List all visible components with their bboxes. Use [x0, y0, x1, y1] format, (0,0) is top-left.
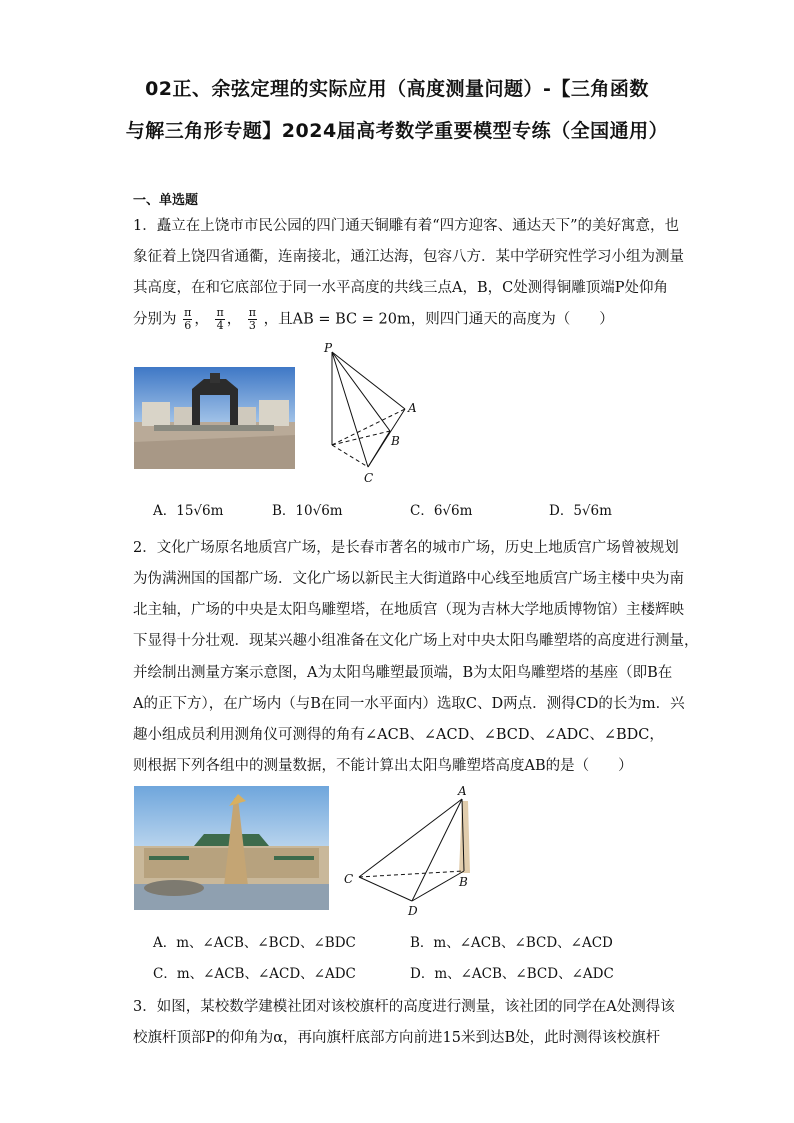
q2-option-a: A．m、∠ACB、∠BCD、∠BDC	[153, 935, 356, 951]
q1-option-b: B．10√6m	[272, 503, 343, 519]
q2-line4: 下显得十分壮观．现某兴趣小组准备在文化广场上对中央太阳鸟雕塑塔的高度进行测量，	[133, 633, 699, 649]
q1-pyramid-figure	[318, 340, 428, 492]
frac1-num: π	[184, 306, 192, 319]
q2-line5: 并绘制出测量方案示意图，A为太阳鸟雕塑最顶端，B为太阳鸟雕塑塔的基座（即B在	[133, 665, 673, 681]
q2-line8: 则根据下列各组中的测量数据，不能计算出太阳鸟雕塑塔高度AB的是（ ）	[133, 758, 633, 774]
label-A: A	[408, 401, 417, 415]
q2-line7: 趣小组成员利用测角仪可测得的角有∠ACB、∠ACD、∠BCD、∠ADC、∠BDC，	[133, 727, 664, 743]
q2-line1: 2．文化广场原名地质宫广场，是长春市著名的城市广场，历史上地质宫广场曾被规划	[133, 540, 679, 556]
label-A2: A	[458, 784, 467, 798]
q1-option-a: A．15√6m	[153, 503, 224, 519]
section-heading: 一、单选题	[133, 193, 199, 208]
q3-line1: 3．如图，某校数学建模社团对该校旗杆的高度进行测量，该社团的同学在A处测得该	[133, 999, 675, 1015]
frac3-num: π	[248, 306, 257, 319]
fraction-pi-6	[183, 307, 192, 332]
q2-line2: 为伪满洲国的国都广场．文化广场以新民主大街道路中心线至地质宫广场主楼中央为南	[133, 571, 684, 587]
monument-photo-art	[134, 367, 295, 469]
q1-line4-suffix: ，且AB = BC = 20m，则四门通天的高度为（ ）	[263, 311, 614, 328]
label-B2: B	[459, 875, 468, 889]
label-C: C	[364, 471, 374, 485]
tower-photo-art	[134, 786, 329, 910]
frac2-num: π	[216, 306, 224, 319]
fraction-pi-3	[248, 307, 257, 332]
q1-line4-prefix: 分别为	[133, 311, 177, 328]
q2-option-b: B．m、∠ACB、∠BCD、∠ACD	[410, 935, 613, 951]
label-D2: D	[408, 904, 418, 918]
doc-title-line2: 与解三角形专题】2024届高考数学重要模型专练（全国通用）	[125, 120, 669, 142]
label-B: B	[391, 434, 400, 448]
monument-photo	[134, 367, 295, 469]
q2-line6: A的正下方），在广场内（与B在同一水平面内）选取C、D两点．测得CD的长为m．兴	[133, 696, 685, 712]
frac3-den: 3	[248, 319, 256, 332]
label-P: P	[324, 341, 333, 355]
q2-line3: 北主轴，广场的中央是太阳鸟雕塑塔，在地质宫（现为吉林大学地质博物馆）主楼辉映	[133, 602, 684, 618]
tower-photo	[134, 786, 329, 910]
q3-line2: 校旗杆顶部P的仰角为α，再向旗杆底部方向前进15米到达B处，此时测得该校旗杆	[133, 1030, 661, 1046]
q2-option-c: C．m、∠ACB、∠ACD、∠ADC	[153, 966, 356, 982]
frac1-den: 6	[184, 319, 192, 332]
fraction-pi-4	[215, 307, 224, 332]
q2-tetrahedron-figure	[338, 783, 478, 923]
q1-option-c: C．6√6m	[410, 503, 473, 519]
tower-sketch	[459, 801, 470, 873]
q1-line3: 其高度，在和它底部位于同一水平高度的共线三点A，B，C处测得铜雕顶端P处仰角	[133, 280, 668, 296]
q1-line2: 象征着上饶四省通衢，连南接北，通江达海，包容八方．某中学研究性学习小组为测量	[133, 249, 684, 265]
q1-line1: 1．矗立在上饶市市民公园的四门通天铜雕有着“四方迎客、通达天下”的美好寓意，也	[133, 218, 680, 234]
frac2-den: 4	[216, 319, 224, 332]
q1-option-d: D．5√6m	[549, 503, 612, 519]
q2-option-d: D．m、∠ACB、∠BCD、∠ADC	[410, 966, 614, 982]
doc-title-line1: 02正、余弦定理的实际应用（高度测量问题）-【三角函数	[145, 78, 649, 100]
label-C2: C	[344, 872, 354, 886]
q1-line4: 分别为 $\frac{\pi}{6}$ ， $\frac{\pi}{4}$ ， $\frac{\pi}{3}$ ，且AB = BC = 20m，则四门通天的高度为（ ）	[133, 306, 614, 332]
